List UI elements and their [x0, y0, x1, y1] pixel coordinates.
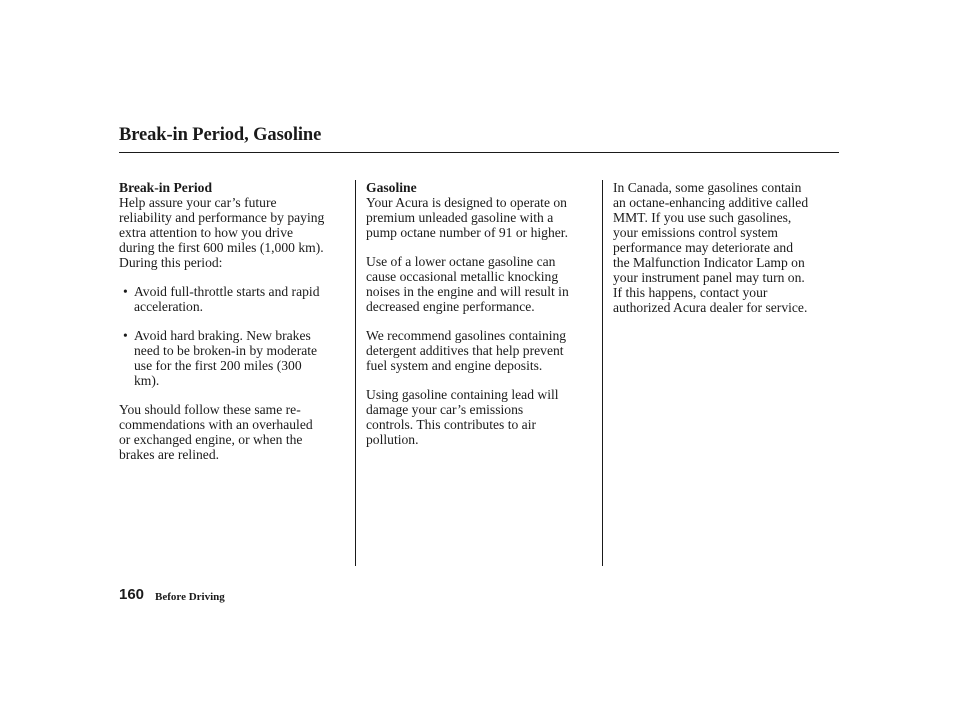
gasoline-paragraph	[366, 254, 598, 314]
text-line: Your Acura is designed to operate on	[366, 195, 567, 210]
text-line: fuel system and engine deposits.	[366, 358, 543, 373]
break-in-period-column	[119, 180, 351, 462]
text-line: In Canada, some gasolines contain	[613, 180, 802, 195]
text-line: pump octane number of 91 or higher.	[366, 225, 568, 240]
canada-note-paragraph	[613, 180, 837, 315]
gasoline-paragraph	[366, 328, 598, 373]
canada-note-column	[613, 180, 837, 315]
text-line: brakes are relined.	[119, 447, 220, 462]
break-in-period-heading: Break-in Period	[119, 180, 213, 195]
text-line: commendations with an overhauled	[119, 417, 313, 432]
text-line: an octane-enhancing additive called	[613, 195, 809, 210]
text-line: noises in the engine and will result in	[366, 284, 569, 299]
text-line: km).	[134, 373, 160, 388]
text-line: during the first 600 miles (1,000 km).	[119, 240, 324, 255]
text-line: You should follow these same re-	[119, 402, 301, 417]
text-line: During this period:	[119, 255, 223, 270]
break-in-intro-paragraph	[119, 195, 351, 270]
page-title: Break-in Period, Gasoline	[119, 125, 322, 145]
text-line: pollution.	[366, 432, 419, 447]
text-line: cause occasional metallic knocking	[366, 269, 559, 284]
text-line: controls. This contributes to air	[366, 417, 537, 432]
gasoline-paragraph	[366, 387, 598, 447]
section-name: Before Driving	[155, 591, 225, 603]
text-line: acceleration.	[134, 299, 204, 314]
text-line: Help assure your car’s future	[119, 195, 277, 210]
text-line: the Malfunction Indicator Lamp on	[613, 255, 805, 270]
title-rule	[119, 152, 839, 153]
break-in-closing-paragraph	[119, 402, 351, 462]
text-line: We recommend gasolines containing	[366, 328, 567, 343]
text-line: need to be broken-in by moderate	[134, 343, 318, 358]
text-line: If this happens, contact your	[613, 285, 768, 300]
gasoline-heading: Gasoline	[366, 180, 417, 195]
bullet-icon: •	[123, 284, 128, 299]
text-line: your instrument panel may turn on.	[613, 270, 805, 285]
text-line: Avoid full-throttle starts and rapid	[134, 284, 320, 299]
text-line: Avoid hard braking. New brakes	[134, 328, 311, 343]
text-line: your emissions control system	[613, 225, 779, 240]
gasoline-column	[366, 180, 598, 447]
bullet-icon: •	[123, 328, 128, 343]
text-line: performance may deteriorate and	[613, 240, 794, 255]
text-line: reliability and performance by paying	[119, 210, 325, 225]
text-line: Use of a lower octane gasoline can	[366, 254, 556, 269]
text-line: decreased engine performance.	[366, 299, 535, 314]
text-line: authorized Acura dealer for service.	[613, 300, 808, 315]
text-line: damage your car’s emissions	[366, 402, 524, 417]
text-line: Using gasoline containing lead will	[366, 387, 559, 402]
text-line: extra attention to how you drive	[119, 225, 294, 240]
page-number: 160	[119, 586, 145, 603]
text-line: detergent additives that help prevent	[366, 343, 564, 358]
text-line: or exchanged engine, or when the	[119, 432, 303, 447]
text-line: MMT. If you use such gasolines,	[613, 210, 792, 225]
column-divider	[602, 180, 603, 566]
text-line: use for the first 200 miles (300	[134, 358, 302, 373]
gasoline-paragraph	[366, 195, 598, 240]
bullet-item	[119, 328, 351, 388]
bullet-item	[119, 284, 351, 314]
text-line: premium unleaded gasoline with a	[366, 210, 554, 225]
column-divider	[355, 180, 356, 566]
